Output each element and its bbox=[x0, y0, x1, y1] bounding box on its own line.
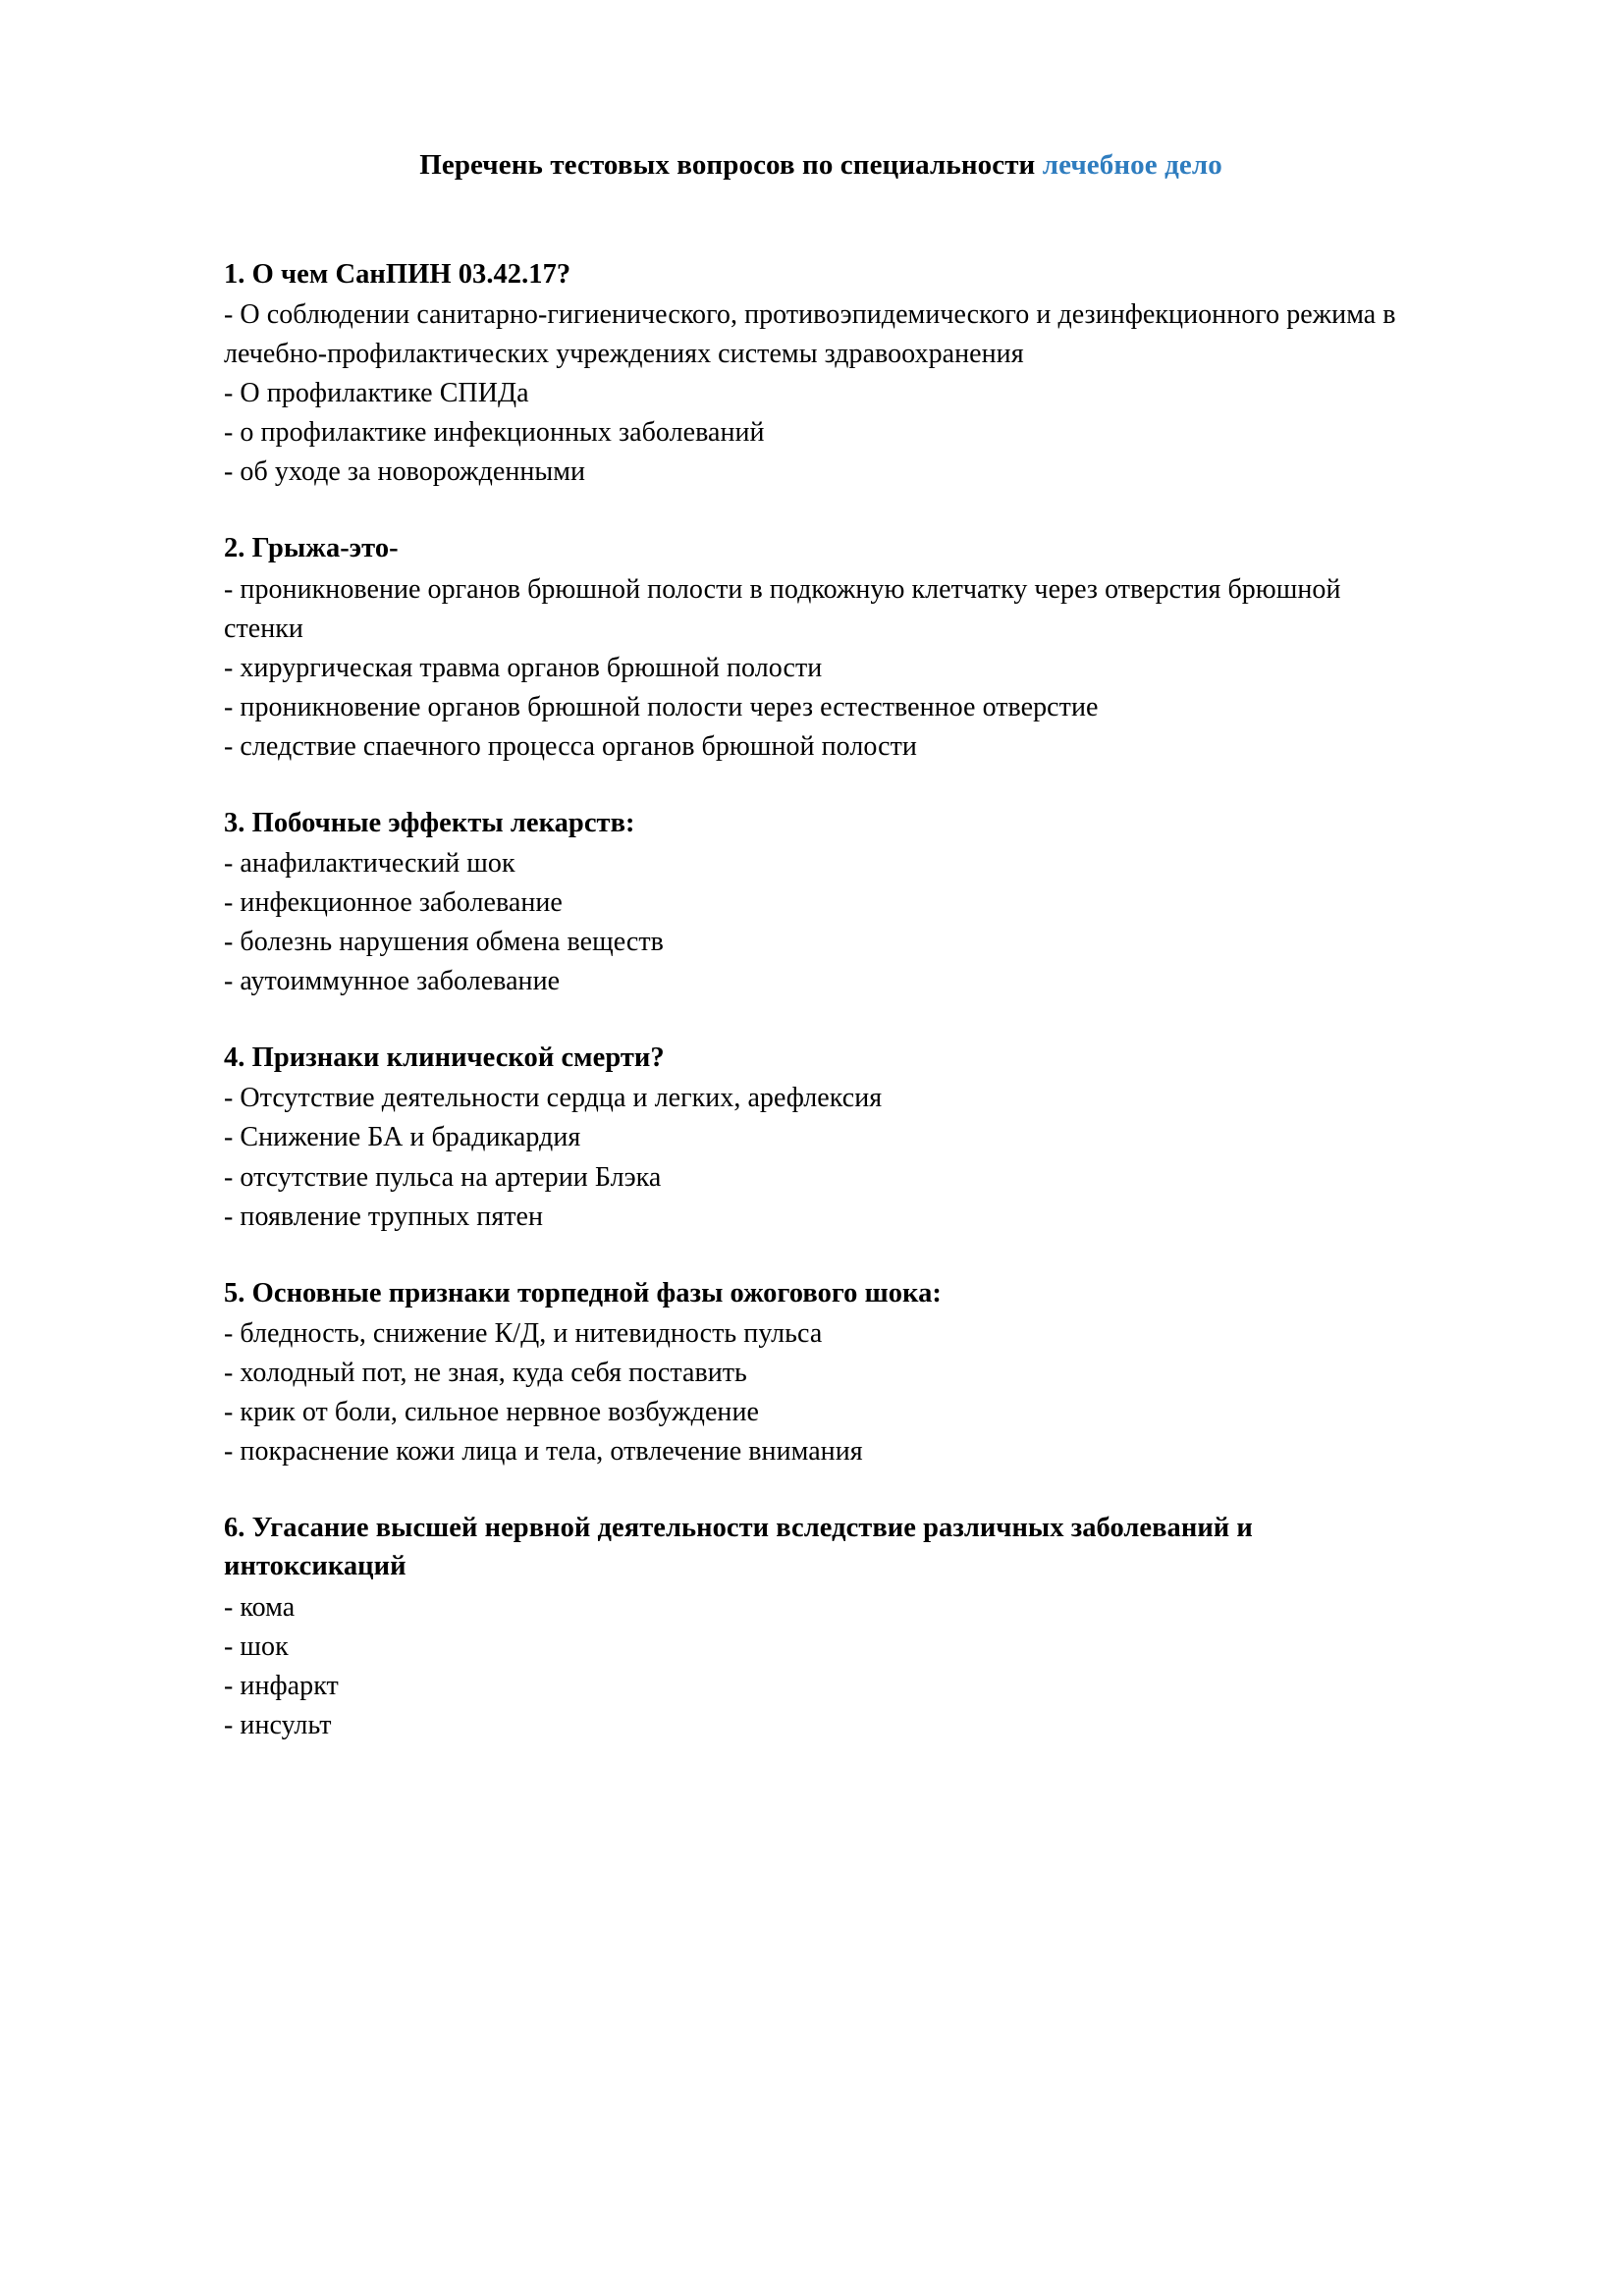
answer-option: - отсутствие пульса на артерии Блэка bbox=[224, 1161, 662, 1193]
answer-option: - об уходе за новорожденными bbox=[224, 456, 586, 488]
answer-option: - аутоиммунное заболевание bbox=[224, 966, 561, 997]
answer-option: - проникновение органов брюшной полости через естественное отверстие bbox=[224, 691, 1099, 722]
question-heading: 6. Угасание высшей нервной деятельности вследствие различных заболеваний и интоксикаций bbox=[224, 1513, 1253, 1582]
answer-option: - инфекционное заболевание bbox=[224, 887, 563, 919]
question-block bbox=[224, 529, 1418, 766]
answer-option: - инфаркт bbox=[224, 1670, 339, 1701]
answer-option: - холодный пот, не зная, куда себя поставить bbox=[224, 1357, 747, 1388]
answer-list bbox=[224, 844, 1418, 1001]
page-title-accent: лечебное дело bbox=[1042, 149, 1222, 181]
question-block bbox=[224, 1509, 1418, 1745]
question-heading: 3. Побочные эффекты лекарств: bbox=[224, 807, 635, 838]
answer-option: - Снижение БА и брадикардия bbox=[224, 1122, 581, 1153]
answer-list bbox=[224, 1588, 1418, 1745]
answer-option: - следствие спаечного процесса органов брюшной полости bbox=[224, 730, 917, 762]
answer-option: - крик от боли, сильное нервное возбуждение bbox=[224, 1396, 759, 1427]
question-heading: 4. Признаки клинической смерти? bbox=[224, 1042, 665, 1074]
answer-list bbox=[224, 570, 1418, 767]
answer-option: - проникновение органов брюшной полости в подкожную клетчатку через отверстия брюшной стенки bbox=[224, 573, 1341, 644]
answer-option: - появление трупных пятен bbox=[224, 1201, 544, 1232]
answer-option: - болезнь нарушения обмена веществ bbox=[224, 927, 664, 958]
question-block bbox=[224, 804, 1418, 1001]
page-title-prefix: Перечень тестовых вопросов по специальности bbox=[419, 149, 1043, 181]
question-block bbox=[224, 1274, 1418, 1471]
question-heading: 1. О чем СанПИН 03.42.17? bbox=[224, 258, 571, 290]
answer-list bbox=[224, 295, 1418, 492]
question-heading: 2. Грыжа-это- bbox=[224, 533, 399, 564]
answer-option: - бледность, снижение К/Д, и нитевидность пульса bbox=[224, 1317, 823, 1349]
question-block bbox=[224, 1039, 1418, 1236]
answer-option: - шок bbox=[224, 1630, 289, 1662]
answer-option: - покраснение кожи лица и тела, отвлечение внимания bbox=[224, 1435, 863, 1467]
answer-option: - анафилактический шок bbox=[224, 847, 515, 879]
question-heading: 5. Основные признаки торпедной фазы ожогового шока: bbox=[224, 1277, 942, 1308]
answer-list bbox=[224, 1314, 1418, 1471]
answer-option: - о профилактике инфекционных заболеваний bbox=[224, 417, 765, 449]
answer-option: - О соблюдении санитарно-гигиенического, противоэпидемического и дезинфекционного режима в лечебно-профилактических учреждениях системы здравоохранения bbox=[224, 299, 1396, 370]
answer-option: - кома bbox=[224, 1591, 296, 1623]
question-block bbox=[224, 255, 1418, 492]
answer-option: - Отсутствие деятельности сердца и легких, арефлексия bbox=[224, 1083, 883, 1114]
answer-option: - О профилактике СПИДа bbox=[224, 378, 529, 409]
page-title bbox=[224, 147, 1418, 185]
answer-list bbox=[224, 1079, 1418, 1236]
answer-option: - хирургическая травма органов брюшной полости bbox=[224, 652, 823, 683]
answer-option: - инсульт bbox=[224, 1709, 332, 1740]
